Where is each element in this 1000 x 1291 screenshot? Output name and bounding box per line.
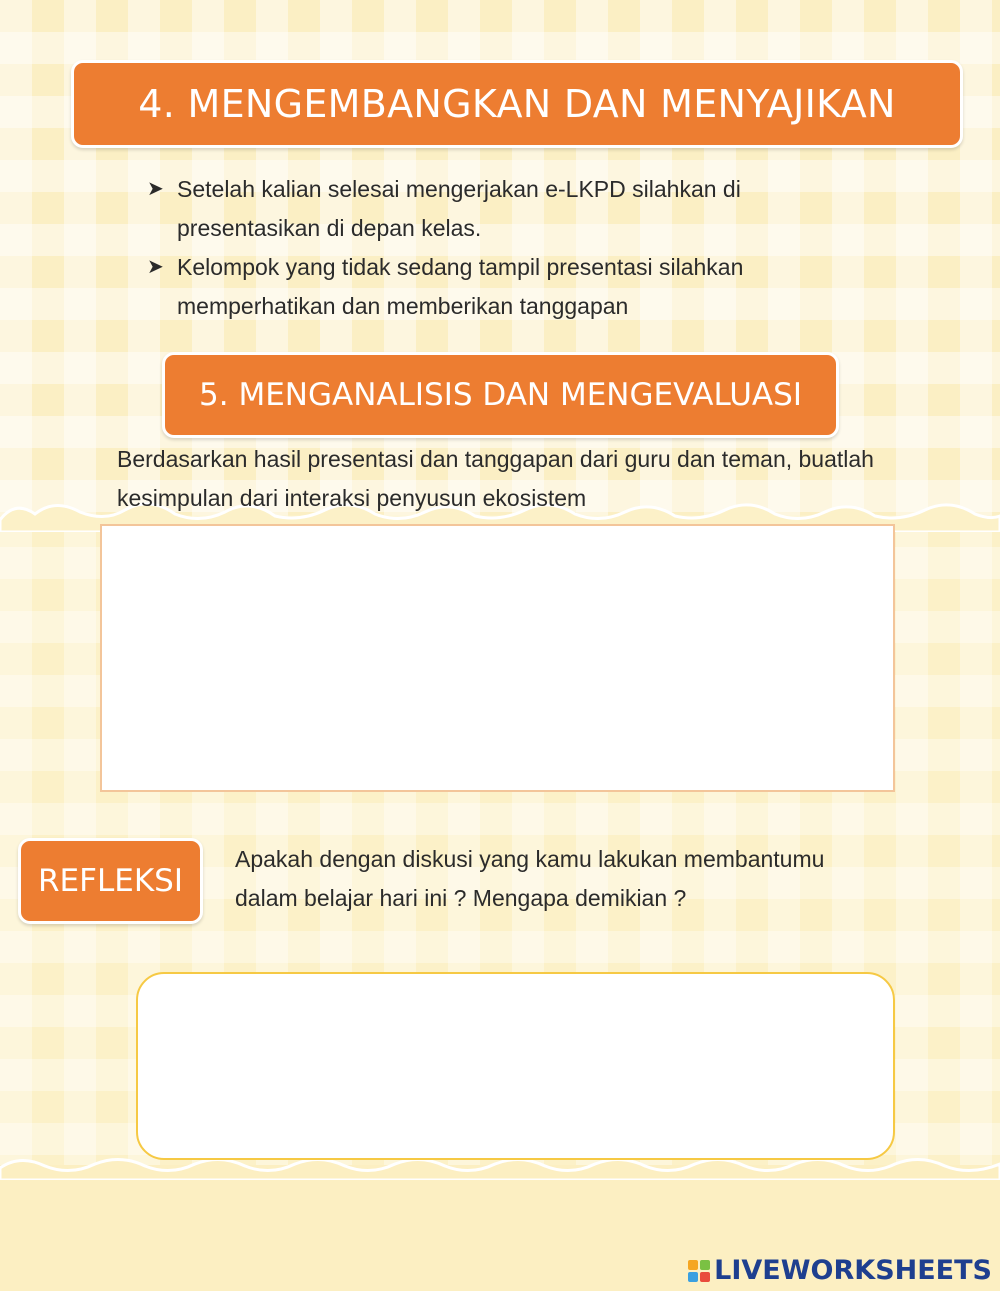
section5-prompt: Berdasarkan hasil presentasi dan tanggapan dari guru dan teman, buatlah kesimpulan dari interaksi penyusun ekosistem [117, 446, 874, 511]
refleksi-title-banner [18, 838, 203, 924]
arrow-bullet-icon: ➤ [147, 256, 164, 278]
conclusion-answer-field[interactable] [100, 524, 895, 792]
liveworksheets-logo [688, 1255, 992, 1286]
list-item [147, 248, 867, 326]
refleksi-prompt: Apakah dengan diskusi yang kamu lakukan membantumu dalam belajar hari ini ? Mengapa demikian ? [235, 846, 825, 911]
instruction-text: Setelah kalian selesai mengerjakan e-LKPD silahkan di presentasikan di depan kelas. [177, 176, 741, 241]
refleksi-answer-field[interactable] [136, 972, 895, 1160]
section5-title: 5. MENGANALISIS DAN MENGEVALUASI [199, 377, 802, 413]
instruction-text: Kelompok yang tidak sedang tampil presentasi silahkan memperhatikan dan memberikan tanggapan [177, 254, 744, 319]
liveworksheets-logo-icon [688, 1260, 710, 1282]
section5-title-banner [162, 352, 839, 438]
refleksi-title: REFLEKSI [38, 863, 183, 899]
section4-instructions [147, 170, 867, 326]
section4-title: 4. MENGEMBANGKAN DAN MENYAJIKAN [138, 82, 896, 126]
brand-name: LIVEWORKSHEETS [714, 1255, 992, 1286]
section4-title-banner [71, 60, 963, 148]
list-item [147, 170, 867, 248]
arrow-bullet-icon: ➤ [147, 178, 164, 200]
